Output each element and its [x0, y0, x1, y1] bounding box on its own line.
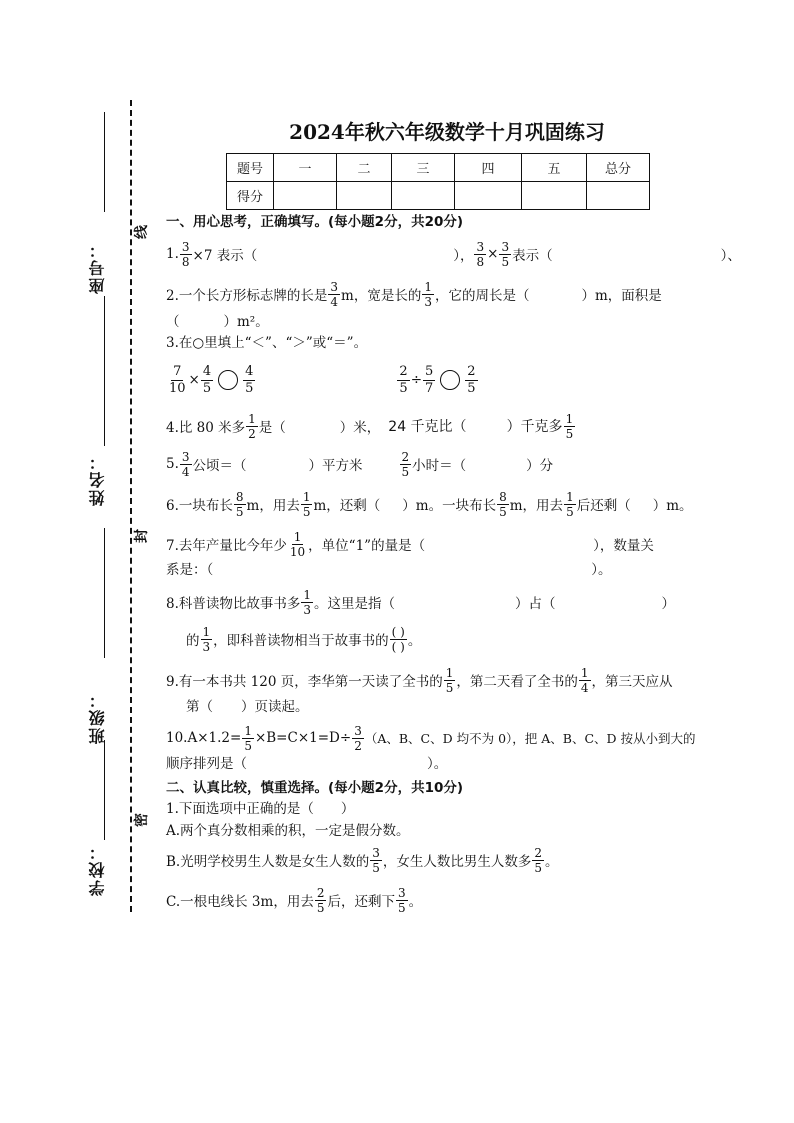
q2-text: ）m，面积是: [581, 288, 662, 304]
s2-option-c-text: 后，还剩下: [327, 894, 395, 910]
q1-text: ×: [487, 246, 499, 262]
score-table: [226, 153, 650, 210]
score-header-cell: 题号: [227, 154, 274, 182]
question-3: [166, 326, 367, 356]
s2-option-b-fraction-1: $\frac{3}{5}$: [372, 845, 380, 875]
q3b-compare-circle[interactable]: [440, 370, 460, 390]
q1-text: ）、: [720, 248, 741, 264]
q10-text: （A、B、C、D 均不为 0），把 A、B、C、D 按从小到大的: [364, 731, 696, 746]
q3a-operator: ×: [188, 372, 200, 388]
q3b-fraction-2: $\frac{5}{7}$: [425, 363, 434, 396]
q8-text: 8.科普读物比故事书多: [166, 596, 301, 612]
seat-underline: [104, 112, 105, 212]
score-cell[interactable]: [455, 182, 522, 210]
question-9-cont: [186, 690, 309, 720]
question-8: [166, 582, 675, 622]
q3b-fraction-3: $\frac{2}{5}$: [467, 363, 476, 396]
score-cell[interactable]: [522, 182, 587, 210]
q1-fraction-2: $\frac{3}{8}$: [476, 239, 485, 269]
q10-text: 10.A×1.2=: [166, 730, 242, 746]
q7-text: ）。: [591, 562, 612, 578]
s2-option-c[interactable]: [166, 880, 422, 920]
q1-fraction-3: $\frac{3}{5}$: [501, 239, 510, 269]
q1-text: ×7 表示（: [192, 248, 258, 264]
q1-number: 1.: [166, 246, 179, 262]
question-3-compare: [166, 358, 479, 402]
q9-text: ，第二天看了全书的: [456, 674, 578, 690]
q2-text: ，它的周长是（: [434, 288, 530, 304]
score-header-cell: 五: [522, 154, 587, 182]
q8-text: ）: [661, 596, 676, 612]
q9-fraction-2: $\frac{1}{4}$: [580, 665, 589, 695]
q5-text: 小时＝（: [412, 458, 467, 474]
s2-option-b-text: B.光明学校男生人数是女生人数的: [166, 854, 370, 870]
name-label: 姓名：: [88, 452, 107, 506]
q7-fraction-1: $\frac{1}{10}$: [289, 529, 306, 559]
score-header-cell: 总分: [587, 154, 650, 182]
q6-fraction-2: $\frac{1}{5}$: [302, 489, 311, 519]
q9-text: ）页读起。: [241, 699, 309, 715]
q8-text: 。: [407, 633, 422, 649]
q4-text: ）千克多: [506, 419, 563, 435]
q4-fraction-1: $\frac{1}{2}$: [248, 411, 256, 441]
q6-fraction-3: $\frac{8}{5}$: [499, 489, 507, 519]
q6-text: m，用去: [509, 498, 564, 514]
question-1: [166, 234, 741, 274]
s2-option-b-text: 。: [545, 854, 559, 870]
q2-text: 2.一个长方形标志牌的长是: [166, 288, 328, 304]
s2-option-b-fraction-2: $\frac{2}{5}$: [534, 845, 542, 875]
q2-text: （: [166, 314, 180, 330]
q10-text: ×B=C×1=D÷: [254, 730, 352, 746]
q3-text: 3.在○里填上“＜”、“＞”或“＝”。: [166, 335, 368, 351]
q3a-fraction-3: $\frac{4}{5}$: [245, 363, 254, 396]
score-table-header-row: [227, 154, 650, 182]
q3b-fraction-1: $\frac{2}{5}$: [399, 363, 408, 396]
school-label: 学校：: [88, 842, 107, 896]
q6-text: 6.一块布长: [166, 498, 233, 514]
score-row-label: 得分: [227, 182, 274, 210]
s2-option-c-text: C.一根电线长 3m，用去: [166, 894, 314, 910]
s2-option-c-fraction-1: $\frac{2}{5}$: [316, 885, 325, 915]
q8-text: 的: [186, 633, 200, 649]
q1-text: 表示（: [512, 248, 553, 264]
q6-fraction-1: $\frac{8}{5}$: [235, 489, 244, 519]
seat-label: 座号：: [88, 240, 107, 294]
class-label: 班级：: [88, 690, 107, 744]
score-cell[interactable]: [587, 182, 650, 210]
q7-text: 7.去年产量比今年少: [166, 538, 287, 554]
section2-heading: 二、认真比较，慎重选择。(每小题2分，共10分): [166, 780, 464, 796]
q2-fraction-1: $\frac{3}{4}$: [330, 279, 339, 309]
q2-text: m，宽是长的: [341, 288, 422, 304]
q5-text: 公顷＝（: [192, 458, 247, 474]
q6-text: ）m。: [652, 498, 693, 514]
q6-text: m，还剩（: [313, 498, 381, 514]
q4-text: 24 千克比（: [388, 419, 467, 435]
q6-text: 后还剩（: [576, 498, 631, 514]
s2-option-b-text: ，女生人数比男生人数多: [382, 854, 532, 870]
s2-option-c-fraction-2: $\frac{3}{5}$: [397, 885, 406, 915]
q4-fraction-2: $\frac{1}{5}$: [565, 411, 574, 441]
seat-name-underline: [104, 296, 105, 446]
q1-fraction-1: $\frac{3}{8}$: [181, 239, 190, 269]
q10-fraction-2: $\frac{3}{2}$: [354, 723, 362, 753]
q5-text: ）分: [526, 458, 554, 474]
seal-char-mi: 密: [134, 813, 150, 827]
score-header-cell: 四: [455, 154, 522, 182]
q2-text: ）m²。: [223, 314, 269, 330]
name-class-underline: [104, 528, 105, 658]
q9-text: ，第三天应从: [591, 674, 673, 690]
q6-text: ）m。一块布长: [402, 498, 497, 514]
q10-text: ）。: [427, 756, 448, 772]
q8-text: ）占（: [515, 596, 556, 612]
q10-text: 顺序排列是（: [166, 756, 247, 772]
q9-fraction-1: $\frac{1}{5}$: [445, 665, 454, 695]
seal-char-line: 线: [134, 225, 150, 239]
score-header-cell: 一: [274, 154, 337, 182]
q3b-operator: ÷: [410, 372, 423, 388]
s2-option-a[interactable]: A.两个真分数相乘的积，一定是假分数。: [166, 823, 410, 839]
q3a-compare-circle[interactable]: [218, 370, 238, 390]
question-8-cont: [186, 618, 421, 660]
score-header-cell: 二: [337, 154, 392, 182]
s2-option-b[interactable]: [166, 840, 559, 880]
score-header-cell: 三: [392, 154, 455, 182]
question-7-cont: [166, 552, 612, 584]
q5-text: ）平方米: [308, 458, 363, 474]
page-title: 2024年秋六年级数学十月巩固练习: [289, 120, 605, 144]
q4-text: 是（: [258, 420, 286, 436]
s2-option-c-text: 。: [408, 894, 423, 910]
q4-text: ）米，: [339, 420, 381, 436]
seal-char-feng: 封: [134, 529, 150, 543]
q7-text: ），数量关: [593, 538, 654, 554]
q8-fraction-1: $\frac{1}{3}$: [303, 587, 312, 617]
class-school-underline: [104, 740, 105, 840]
q6-text: m，用去: [246, 498, 300, 514]
section1-heading: 一、用心思考，正确填写。(每小题2分，共20分): [166, 214, 464, 230]
question-5: [166, 444, 553, 484]
q2-fraction-2: $\frac{1}{3}$: [424, 279, 432, 309]
q6-fraction-4: $\frac{1}{5}$: [566, 489, 574, 519]
q8-answer-fraction[interactable]: $\frac{( )}{( )}$: [391, 624, 405, 654]
q8-text: ，即科普读物相当于故事书的: [213, 633, 389, 649]
q8-text: 。这里是指（: [314, 596, 396, 612]
q7-text: 系是：（: [166, 562, 214, 578]
q8-fraction-2: $\frac{1}{3}$: [202, 624, 211, 654]
q3a-fraction-1: $\frac{7}{10}$: [169, 363, 186, 396]
q5-number: 5.: [166, 456, 179, 472]
q5-fraction-2: $\frac{2}{5}$: [401, 449, 410, 479]
q4-text: 4.比 80 米多: [166, 420, 246, 436]
q9-text: 第（: [186, 699, 213, 715]
q7-text: ，单位“1”的量是（: [308, 538, 426, 554]
question-6: [166, 484, 693, 524]
q1-text: ），: [453, 248, 474, 264]
question-4: [166, 406, 576, 446]
q9-text: 9.有一本书共 120 页，李华第一天读了全书的: [166, 674, 443, 690]
seal-dashed-line: [130, 100, 132, 912]
s2-question-1: 1.下面选项中正确的是（ ）: [166, 801, 355, 817]
q5-fraction-1: $\frac{3}{4}$: [181, 449, 190, 479]
q10-fraction-1: $\frac{1}{5}$: [244, 723, 252, 753]
q3a-fraction-2: $\frac{4}{5}$: [202, 363, 212, 396]
